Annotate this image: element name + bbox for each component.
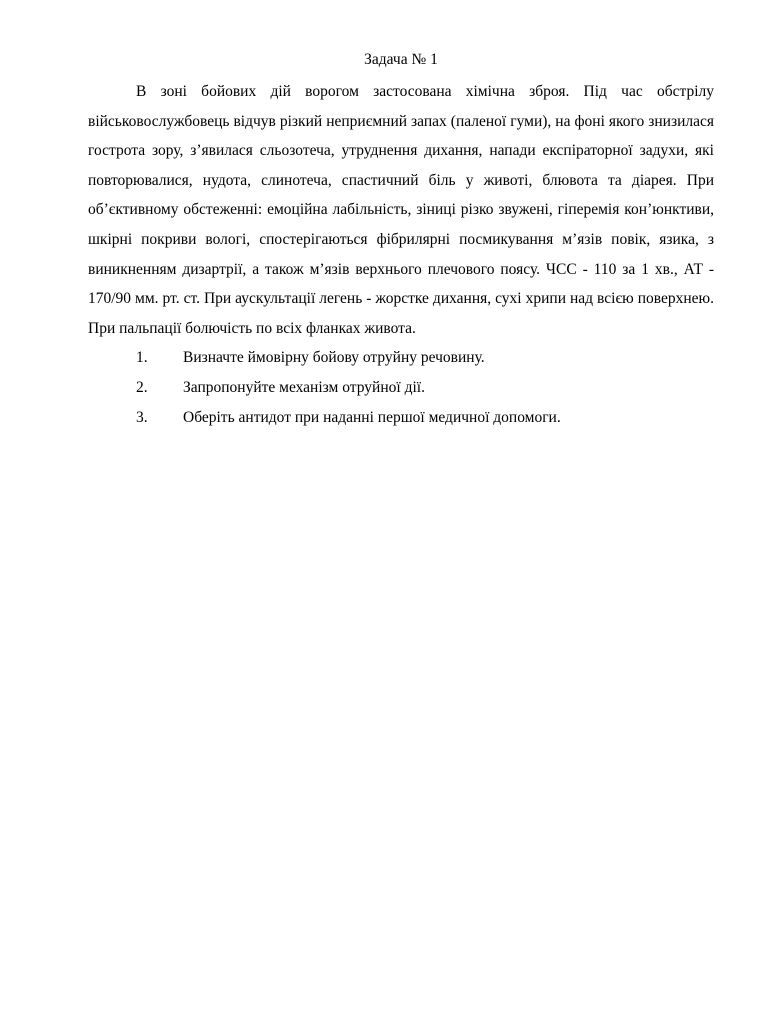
case-description: В зоні бойових дій ворогом застосована хімічна зброя. Під час обстрілу військовослужбовець відчув різкий неприємний запах (паленої гуми), на фоні якого знизилася гострота зору, з’явилася сльозотеча, утруднення дихання, напади експіраторної задухи, які повторювалися, нудота, слинотеча, спастичний біль у животі, блювота та діарея. При об’єктивному обстеженні: емоційна лабільність, зіниці різко звужені, гіперемія кон’юнктиви, шкірні покриви вологі, спостерігаються фібрилярні посмикування м’язів повік, язика, з виникненням дизартрії, а також м’язів верхнього плечового поясу. ЧСС - 110 за 1 хв., АТ - 170/90 мм. рт. ст. При аускультації легень - жорстке дихання, сухі хрипи над всією поверхнею. При пальпації болючість по всіх фланках живота.	[88, 83, 714, 337]
task-list	[88, 343, 714, 432]
task-text: Запропонуйте механізм отруйної дії.	[183, 378, 425, 396]
task-number: 3.	[136, 408, 148, 426]
task-item	[88, 403, 714, 433]
task-text: Оберіть антидот при наданні першої медичної допомоги.	[183, 408, 561, 426]
task-text: Визначте ймовірну бойову отруйну речовину.	[183, 349, 485, 367]
document-page	[88, 50, 714, 432]
document-title: Задача № 1	[364, 51, 438, 68]
task-number: 2.	[136, 378, 148, 396]
task-number: 1.	[136, 349, 148, 367]
task-item	[88, 373, 714, 403]
task-item	[88, 343, 714, 373]
